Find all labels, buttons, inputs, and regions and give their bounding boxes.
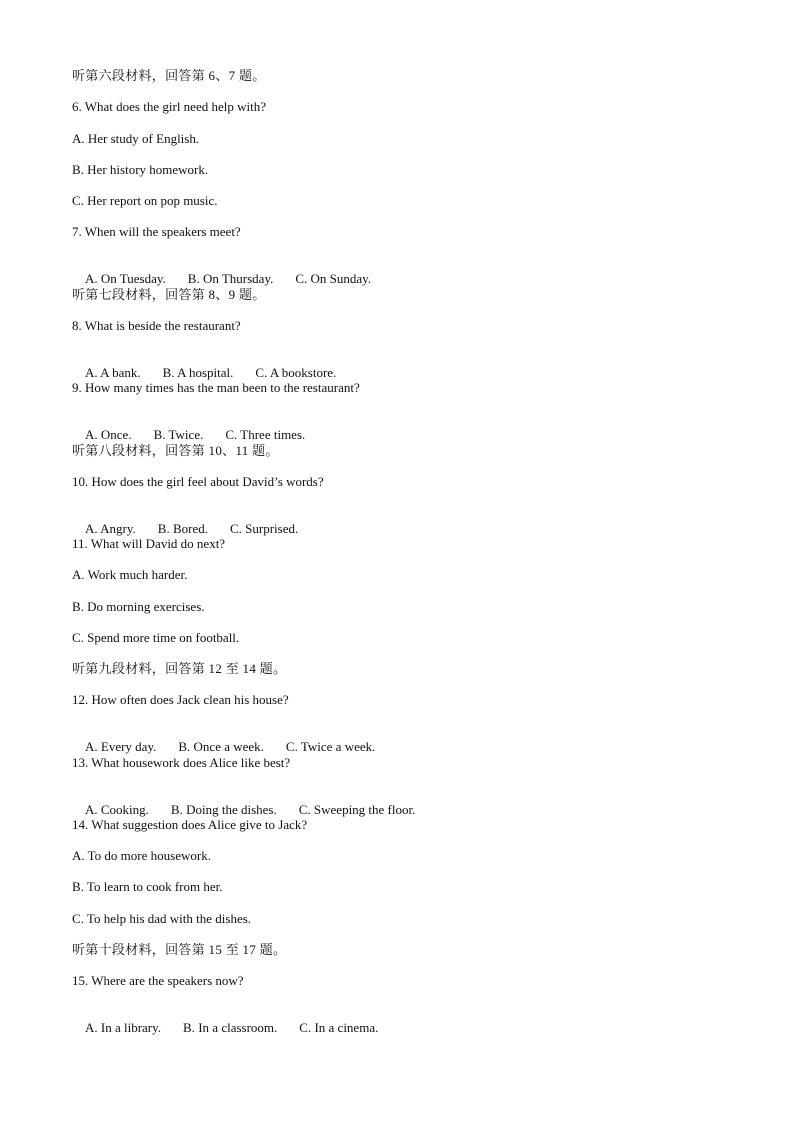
question-7-option-c: C. On Sunday. xyxy=(295,271,372,286)
question-7-stem: 7. When will the speakers meet? xyxy=(72,224,241,239)
question-13-option-a: A. Cooking. xyxy=(85,802,149,817)
question-10-option-a: A. Angry. xyxy=(85,521,136,536)
question-11-option-b: B. Do morning exercises. xyxy=(72,599,205,614)
section-heading-6: 听第六段材料，回答第 6、7 题。 xyxy=(72,68,266,83)
section-heading-7: 听第七段材料，回答第 8、9 题。 xyxy=(72,287,266,302)
question-9-option-a: A. Once. xyxy=(85,427,132,442)
question-7-option-b: B. On Thursday. xyxy=(187,271,274,286)
question-8-option-a: A. A bank. xyxy=(85,365,141,380)
question-15-stem: 15. Where are the speakers now? xyxy=(72,973,244,988)
question-12-option-a: A. Every day. xyxy=(85,739,157,754)
question-11-option-c: C. Spend more time on football. xyxy=(72,630,240,645)
question-15-option-a: A. In a library. xyxy=(85,1020,162,1035)
question-8-option-c: C. A bookstore. xyxy=(255,365,337,380)
question-14-stem: 14. What suggestion does Alice give to Jack? xyxy=(72,817,308,832)
question-11-stem: 11. What will David do next? xyxy=(72,536,226,551)
question-13-option-c: C. Sweeping the floor. xyxy=(298,802,416,817)
question-9-stem: 9. How many times has the man been to the restaurant? xyxy=(72,380,360,395)
question-12-option-b: B. Once a week. xyxy=(178,739,264,754)
question-9-option-c: C. Three times. xyxy=(225,427,306,442)
question-6-stem: 6. What does the girl need help with? xyxy=(72,99,266,114)
question-6-option-b: B. Her history homework. xyxy=(72,162,209,177)
question-15-option-c: C. In a cinema. xyxy=(299,1020,379,1035)
question-13-stem: 13. What housework does Alice like best? xyxy=(72,755,291,770)
question-6-option-a: A. Her study of English. xyxy=(72,131,200,146)
question-12-option-c: C. Twice a week. xyxy=(285,739,376,754)
question-9-option-b: B. Twice. xyxy=(153,427,204,442)
section-heading-8: 听第八段材料，回答第 10、11 题。 xyxy=(72,443,279,458)
question-10-stem: 10. How does the girl feel about David’s words? xyxy=(72,474,324,489)
question-6-option-c: C. Her report on pop music. xyxy=(72,193,218,208)
question-10-option-c: C. Surprised. xyxy=(230,521,299,536)
question-8-stem: 8. What is beside the restaurant? xyxy=(72,318,241,333)
question-8-option-b: B. A hospital. xyxy=(162,365,234,380)
question-14-option-b: B. To learn to cook from her. xyxy=(72,879,223,894)
section-heading-10: 听第十段材料，回答第 15 至 17 题。 xyxy=(72,942,287,957)
question-7-option-a: A. On Tuesday. xyxy=(85,271,166,286)
question-13-option-b: B. Doing the dishes. xyxy=(170,802,277,817)
question-14-option-c: C. To help his dad with the dishes. xyxy=(72,911,252,926)
question-14-option-a: A. To do more housework. xyxy=(72,848,211,863)
question-15-options xyxy=(72,1004,378,1052)
question-11-option-a: A. Work much harder. xyxy=(72,567,188,582)
question-12-stem: 12. How often does Jack clean his house? xyxy=(72,692,289,707)
section-heading-9: 听第九段材料，回答第 12 至 14 题。 xyxy=(72,661,287,676)
question-15-option-b: B. In a classroom. xyxy=(183,1020,278,1035)
question-10-option-b: B. Bored. xyxy=(157,521,208,536)
